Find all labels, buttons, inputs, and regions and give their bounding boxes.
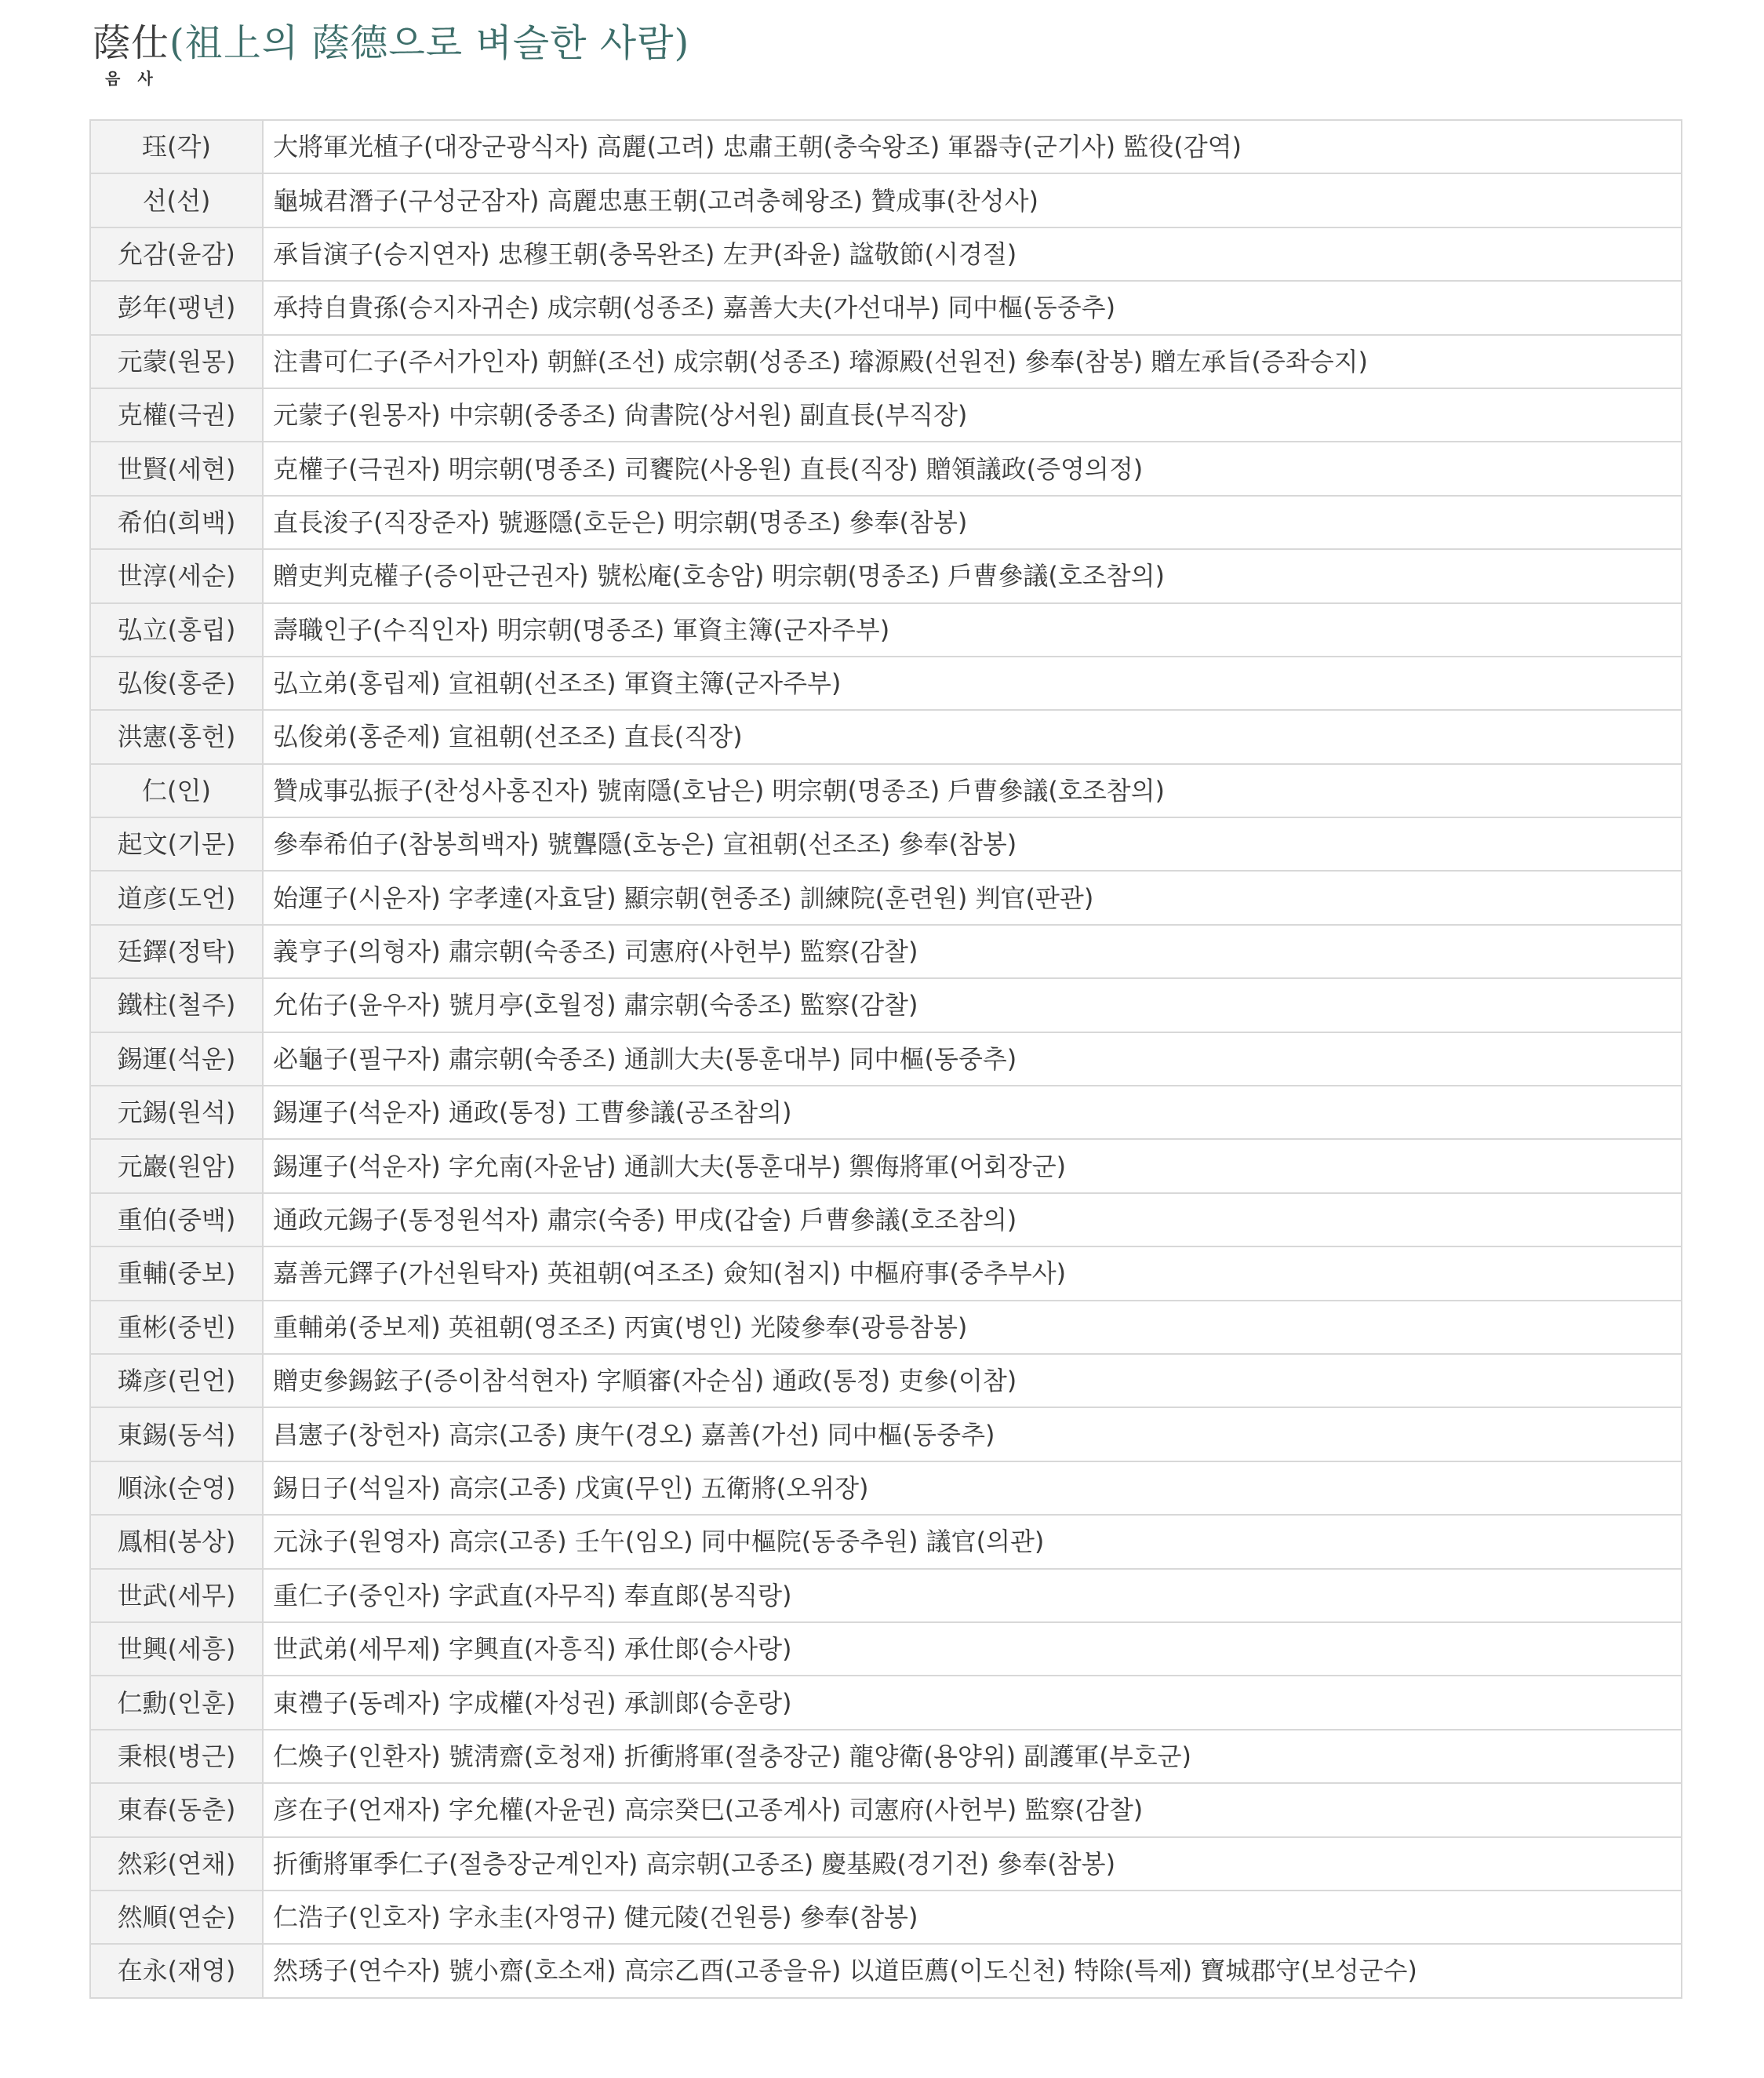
person-description-cell: 贈吏判克權子(증이판근권자) 號松庵(호송암) 明宗朝(명종조) 戶曹參議(호조참의) [263, 549, 1682, 602]
person-name-cell: 在永(재영) [90, 1944, 263, 1997]
person-description-cell: 贊成事弘振子(찬성사홍진자) 號南隱(호남은) 明宗朝(명종조) 戶曹參議(호조참의) [263, 764, 1682, 817]
table-row [90, 764, 1682, 817]
table-row [90, 1193, 1682, 1246]
table-row [90, 1730, 1682, 1783]
page-heading [93, 17, 689, 88]
person-description-cell: 弘俊弟(홍준제) 宣祖朝(선조조) 直長(직장) [263, 710, 1682, 763]
person-description-cell: 彦在子(언재자) 字允權(자윤권) 高宗癸巳(고종계사) 司憲府(사헌부) 監察(감찰) [263, 1783, 1682, 1836]
table-row [90, 549, 1682, 602]
table-row [90, 871, 1682, 924]
person-name-cell: 錫運(석운) [90, 1032, 263, 1086]
person-description-cell: 世武弟(세무제) 字興直(자흥직) 承仕郞(승사랑) [263, 1622, 1682, 1676]
title-hanja: 蔭仕 [93, 21, 170, 65]
table-row [90, 1301, 1682, 1354]
person-description-cell: 嘉善元鐸子(가선원탁자) 英祖朝(여조조) 僉知(첨지) 中樞府事(중추부사) [263, 1246, 1682, 1300]
person-description-cell: 直長浚子(직장준자) 號遯隱(호둔은) 明宗朝(명종조) 參奉(참봉) [263, 496, 1682, 549]
person-name-cell: 珏(각) [90, 120, 263, 173]
person-name-cell: 重彬(중빈) [90, 1301, 263, 1354]
person-name-cell: 元巖(원암) [90, 1139, 263, 1192]
person-name-cell: 重輔(중보) [90, 1246, 263, 1300]
title-note: (祖上의 蔭德으로 벼슬한 사람) [169, 21, 690, 65]
person-description-cell: 克權子(극권자) 明宗朝(명종조) 司饔院(사옹원) 直長(직장) 贈領議政(증영의정) [263, 442, 1682, 495]
table-row [90, 603, 1682, 657]
person-name-cell: 世淳(세순) [90, 549, 263, 602]
table-row [90, 1891, 1682, 1944]
person-description-cell: 錫運子(석운자) 字允南(자윤남) 通訓大夫(통훈대부) 禦侮將軍(어회장군) [263, 1139, 1682, 1192]
person-description-cell: 折衝將軍季仁子(절층장군계인자) 高宗朝(고종조) 慶基殿(경기전) 參奉(참봉) [263, 1837, 1682, 1891]
person-name-cell: 克權(극권) [90, 388, 263, 442]
person-description-cell: 重輔弟(중보제) 英祖朝(영조조) 丙寅(병인) 光陵參奉(광릉참봉) [263, 1301, 1682, 1354]
table-row [90, 442, 1682, 495]
person-name-cell: 順泳(순영) [90, 1461, 263, 1515]
person-name-cell: 元蒙(원몽) [90, 335, 263, 388]
roster-body [90, 120, 1682, 1998]
person-description-cell: 仁浩子(인호자) 字永圭(자영규) 健元陵(건원릉) 參奉(참봉) [263, 1891, 1682, 1944]
person-description-cell: 弘立弟(홍립제) 宣祖朝(선조조) 軍資主簿(군자주부) [263, 657, 1682, 710]
person-description-cell: 龜城君潛子(구성군잠자) 高麗忠惠王朝(고려충혜왕조) 贊成事(찬성사) [263, 173, 1682, 227]
person-name-cell: 世興(세흥) [90, 1622, 263, 1676]
table-row [90, 388, 1682, 442]
person-name-cell: 元錫(원석) [90, 1086, 263, 1139]
table-row [90, 227, 1682, 281]
table-row [90, 1622, 1682, 1676]
person-description-cell: 參奉希伯子(참봉희백자) 號聾隱(호농은) 宣祖朝(선조조) 參奉(참봉) [263, 817, 1682, 871]
person-description-cell: 義亨子(의형자) 肅宗朝(숙종조) 司憲府(사헌부) 監察(감찰) [263, 925, 1682, 978]
person-description-cell: 重仁子(중인자) 字武直(자무직) 奉直郞(봉직랑) [263, 1569, 1682, 1622]
table-row [90, 335, 1682, 388]
table-row [90, 1944, 1682, 1997]
table-row [90, 173, 1682, 227]
roster-table [89, 119, 1682, 1999]
person-name-cell: 希伯(희백) [90, 496, 263, 549]
person-name-cell: 弘俊(홍준) [90, 657, 263, 710]
person-description-cell: 錫運子(석운자) 通政(통정) 工曹參議(공조참의) [263, 1086, 1682, 1139]
person-description-cell: 錫日子(석일자) 高宗(고종) 戊寅(무인) 五衛將(오위장) [263, 1461, 1682, 1515]
table-row [90, 1086, 1682, 1139]
person-name-cell: 廷鐸(정탁) [90, 925, 263, 978]
person-name-cell: 允감(윤감) [90, 227, 263, 281]
table-row [90, 1246, 1682, 1300]
table-row [90, 710, 1682, 763]
person-description-cell: 大將軍光植子(대장군광식자) 高麗(고려) 忠肅王朝(충숙왕조) 軍器寺(군기사) 監役(감역) [263, 120, 1682, 173]
person-name-cell: 起文(기문) [90, 817, 263, 871]
table-row [90, 496, 1682, 549]
table-row [90, 1515, 1682, 1568]
table-row [90, 978, 1682, 1032]
table-row [90, 925, 1682, 978]
table-row [90, 1676, 1682, 1729]
person-description-cell: 東禮子(동례자) 字成權(자성권) 承訓郞(승훈랑) [263, 1676, 1682, 1729]
person-name-cell: 鐵柱(철주) [90, 978, 263, 1032]
person-description-cell: 通政元錫子(통정원석자) 肅宗(숙종) 甲戌(갑술) 戶曹參議(호조참의) [263, 1193, 1682, 1246]
person-name-cell: 世武(세무) [90, 1569, 263, 1622]
table-row [90, 1354, 1682, 1407]
person-description-cell: 元泳子(원영자) 高宗(고종) 壬午(임오) 同中樞院(동중추원) 議官(의관) [263, 1515, 1682, 1568]
person-description-cell: 贈吏參錫鉉子(증이참석현자) 字順審(자순심) 通政(통정) 吏參(이참) [263, 1354, 1682, 1407]
title-reading: 음사 [105, 69, 170, 88]
person-name-cell: 東錫(동석) [90, 1407, 263, 1461]
person-name-cell: 世賢(세현) [90, 442, 263, 495]
table-row [90, 1837, 1682, 1891]
table-row [90, 657, 1682, 710]
person-description-cell: 然琇子(연수자) 號小齋(호소재) 高宗乙酉(고종을유) 以道臣薦(이도신천) 特除(특제) 寶城郡守(보성군수) [263, 1944, 1682, 1997]
person-description-cell: 必龜子(필구자) 肅宗朝(숙종조) 通訓大夫(통훈대부) 同中樞(동중추) [263, 1032, 1682, 1086]
person-name-cell: 秉根(병근) [90, 1730, 263, 1783]
person-name-cell: 洪憲(홍헌) [90, 710, 263, 763]
person-name-cell: 道彦(도언) [90, 871, 263, 924]
person-description-cell: 昌憲子(창헌자) 高宗(고종) 庚午(경오) 嘉善(가선) 同中樞(동중추) [263, 1407, 1682, 1461]
person-name-cell: 然順(연순) [90, 1891, 263, 1944]
person-name-cell: 璘彦(린언) [90, 1354, 263, 1407]
table-row [90, 1139, 1682, 1192]
table-row [90, 1783, 1682, 1836]
person-name-cell: 仁勳(인훈) [90, 1676, 263, 1729]
person-description-cell: 壽職인子(수직인자) 明宗朝(명종조) 軍資主簿(군자주부) [263, 603, 1682, 657]
person-description-cell: 承持自貴孫(승지자귀손) 成宗朝(성종조) 嘉善大夫(가선대부) 同中樞(동중추) [263, 281, 1682, 334]
table-row [90, 281, 1682, 334]
table-row [90, 1407, 1682, 1461]
person-description-cell: 允佑子(윤우자) 號月亭(호월정) 肅宗朝(숙종조) 監察(감찰) [263, 978, 1682, 1032]
person-name-cell: 重伯(중백) [90, 1193, 263, 1246]
person-description-cell: 注書可仁子(주서가인자) 朝鮮(조선) 成宗朝(성종조) 璿源殿(선원전) 參奉(참봉) 贈左承旨(증좌승지) [263, 335, 1682, 388]
person-name-cell: 然彩(연채) [90, 1837, 263, 1891]
table-row [90, 1461, 1682, 1515]
person-name-cell: 彭年(팽년) [90, 281, 263, 334]
person-description-cell: 仁煥子(인환자) 號淸齋(호청재) 折衝將軍(절충장군) 龍양衛(용양위) 副護軍(부호군) [263, 1730, 1682, 1783]
person-name-cell: 東春(동춘) [90, 1783, 263, 1836]
person-name-cell: 弘立(홍립) [90, 603, 263, 657]
person-description-cell: 元蒙子(원몽자) 中宗朝(중종조) 尙書院(상서원) 副直長(부직장) [263, 388, 1682, 442]
table-row [90, 1569, 1682, 1622]
table-row [90, 1032, 1682, 1086]
page-title [93, 17, 689, 69]
person-name-cell: 仁(인) [90, 764, 263, 817]
person-description-cell: 始運子(시운자) 字孝達(자효달) 顯宗朝(현종조) 訓練院(훈련원) 判官(판관) [263, 871, 1682, 924]
person-name-cell: 鳳相(봉상) [90, 1515, 263, 1568]
person-name-cell: 선(선) [90, 173, 263, 227]
table-row [90, 817, 1682, 871]
person-description-cell: 承旨演子(승지연자) 忠穆王朝(충목완조) 左尹(좌윤) 諡敬節(시경절) [263, 227, 1682, 281]
table-row [90, 120, 1682, 173]
